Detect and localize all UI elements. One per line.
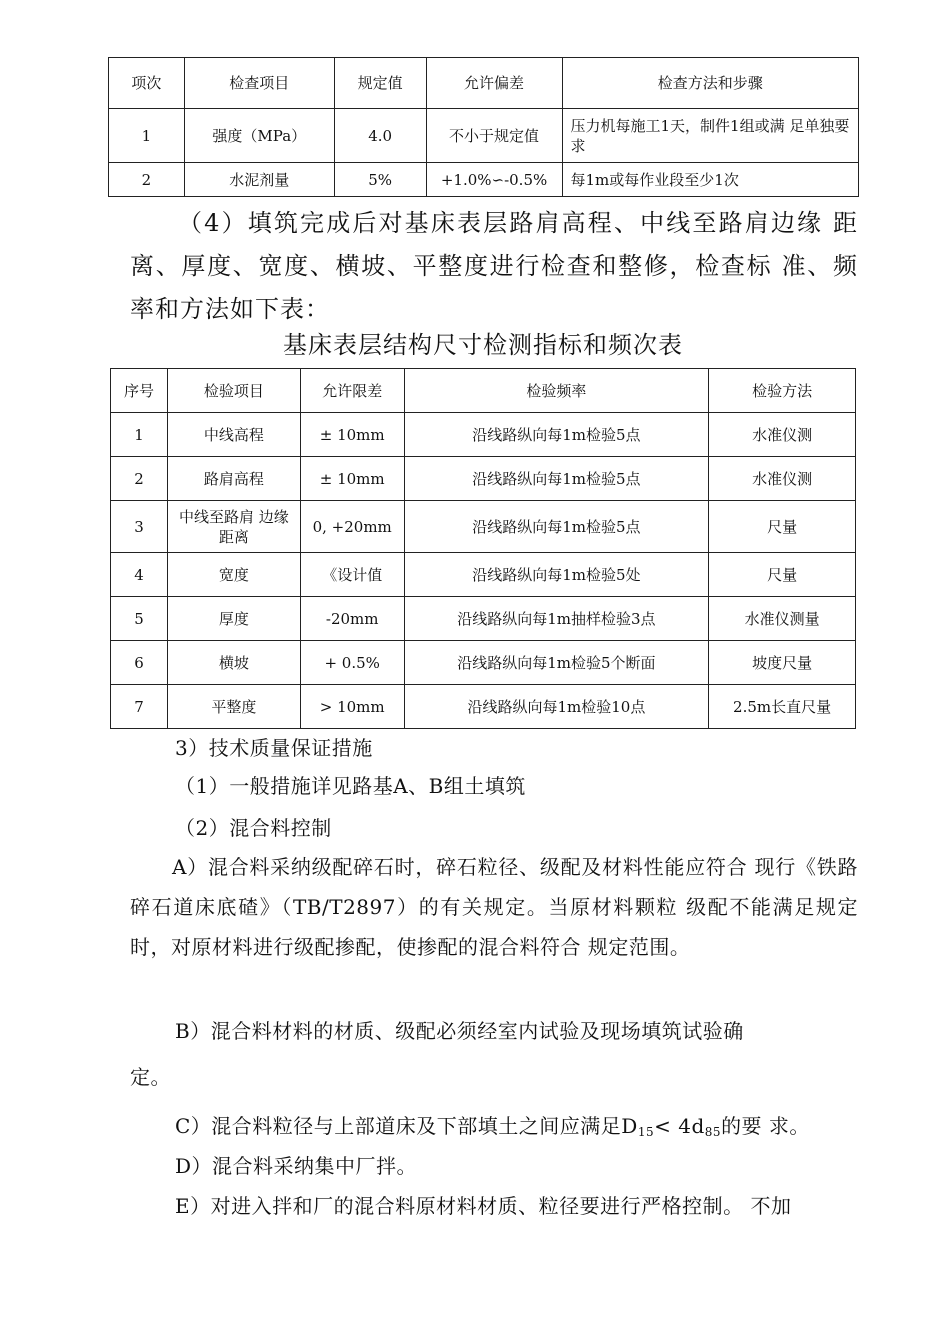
table-cell: 2.5m长直尺量	[709, 685, 856, 729]
header-cell: 规定值	[334, 58, 426, 109]
table-cell: 路肩高程	[167, 457, 300, 501]
table-cell: 2	[111, 457, 168, 501]
table-cell: 水准仪测量	[709, 597, 856, 641]
header-cell: 检验方法	[709, 369, 856, 413]
table-cell: ± 10mm	[300, 413, 404, 457]
section-heading: 3）技术质量保证措施	[175, 736, 373, 760]
paragraph-c	[175, 1106, 810, 1146]
table-cell: 5	[111, 597, 168, 641]
table-row	[111, 457, 856, 501]
paragraph-a: A）混合料采纳级配碎石时，碎石粒径、级配及材料性能应符合 现行《铁路碎石道床底碴》（TB/T2897）的有关规定。当原材料颗粒 级配不能满足规定时，对原材料进行级配掺配，使掺配的混合料符合 规定范围。	[130, 855, 858, 959]
dimension-inspection-table	[110, 368, 856, 729]
table-cell: 水泥剂量	[184, 163, 334, 197]
table-row	[109, 109, 859, 163]
header-cell: 序号	[111, 369, 168, 413]
table-cell: 1	[109, 109, 185, 163]
table-row	[111, 685, 856, 729]
table-cell: 沿线路纵向每1m检验5点	[404, 413, 709, 457]
table-cell: 宽度	[167, 553, 300, 597]
paragraph-b-line2: 定。	[130, 1065, 171, 1089]
table-cell: 《设计值	[300, 553, 404, 597]
paragraph-c-subscript: 85	[704, 1125, 722, 1139]
table-cell: 厚度	[167, 597, 300, 641]
table-row	[111, 501, 856, 553]
table-cell: 6	[111, 641, 168, 685]
table-row	[111, 553, 856, 597]
table-cell: 沿线路纵向每1m检验5处	[404, 553, 709, 597]
table-cell: 沿线路纵向每1m检验10点	[404, 685, 709, 729]
header-cell: 检验频率	[404, 369, 709, 413]
header-cell: 检查项目	[184, 58, 334, 109]
table-cell: +1.0%∽-0.5%	[426, 163, 562, 197]
table-cell: 坡度尺量	[709, 641, 856, 685]
subsection-heading: （1）一般措施详见路基A、B组土填筑	[175, 774, 526, 798]
header-cell: 项次	[109, 58, 185, 109]
table-cell: > 10mm	[300, 685, 404, 729]
table-cell: 5%	[334, 163, 426, 197]
table-row	[109, 163, 859, 197]
header-cell: 检查方法和步骤	[562, 58, 858, 109]
table-cell: 沿线路纵向每1m检验5个断面	[404, 641, 709, 685]
table-cell: 4	[111, 553, 168, 597]
table-cell: 每1m或每作业段至少1次	[562, 163, 858, 197]
header-cell: 允许偏差	[426, 58, 562, 109]
table-row	[111, 641, 856, 685]
table-cell: 压力机每施工1天，制件1组或满 足单独要求	[562, 109, 858, 163]
table-cell: 沿线路纵向每1m检验5点	[404, 501, 709, 553]
table-cell: 尺量	[709, 501, 856, 553]
table-cell: 平整度	[167, 685, 300, 729]
paragraph-c-text: < 4d	[654, 1114, 705, 1138]
table-cell: 2	[109, 163, 185, 197]
table-header-row	[111, 369, 856, 413]
subsection-heading: （2）混合料控制	[175, 816, 332, 840]
header-cell: 检验项目	[167, 369, 300, 413]
strength-check-table	[108, 57, 859, 197]
paragraph-4: （4）填筑完成后对基床表层路肩高程、中线至路肩边缘 距离、厚度、宽度、横坡、平整度进行检查和整修，检查标 准、频率和方法如下表：	[130, 209, 858, 323]
table-cell: -20mm	[300, 597, 404, 641]
paragraph-c-subscript: 15	[637, 1125, 655, 1139]
table-cell: 1	[111, 413, 168, 457]
table-caption: 基床表层结构尺寸检测指标和频次表	[283, 331, 683, 359]
table-cell: ± 10mm	[300, 457, 404, 501]
table-cell: 不小于规定值	[426, 109, 562, 163]
table-cell: 尺量	[709, 553, 856, 597]
table-cell: 水准仪测	[709, 457, 856, 501]
table-cell: 4.0	[334, 109, 426, 163]
table-cell: 3	[111, 501, 168, 553]
table-cell: 强度（MPa）	[184, 109, 334, 163]
paragraph-c-text: 的要 求。	[721, 1114, 810, 1138]
table-cell: + 0.5%	[300, 641, 404, 685]
table-cell: 中线至路肩 边缘距离	[167, 501, 300, 553]
paragraph-e: E）对进入拌和厂的混合料原材料材质、粒径要进行严格控制。 不加	[175, 1194, 792, 1218]
header-cell: 允许限差	[300, 369, 404, 413]
paragraph-d: D）混合料采纳集中厂拌。	[175, 1154, 418, 1178]
table-cell: 7	[111, 685, 168, 729]
table-row	[111, 413, 856, 457]
paragraph-b-line1: B）混合料材料的材质、级配必须经室内试验及现场填筑试验确	[175, 1019, 744, 1043]
paragraph-c-text: C）混合料粒径与上部道床及下部填土之间应满足D	[175, 1114, 638, 1138]
table-cell: 0, +20mm	[300, 501, 404, 553]
table-row	[111, 597, 856, 641]
table-cell: 沿线路纵向每1m检验5点	[404, 457, 709, 501]
table-header-row	[109, 58, 859, 109]
table-cell: 中线高程	[167, 413, 300, 457]
table-cell: 水准仪测	[709, 413, 856, 457]
table-cell: 沿线路纵向每1m抽样检验3点	[404, 597, 709, 641]
table-cell: 横坡	[167, 641, 300, 685]
